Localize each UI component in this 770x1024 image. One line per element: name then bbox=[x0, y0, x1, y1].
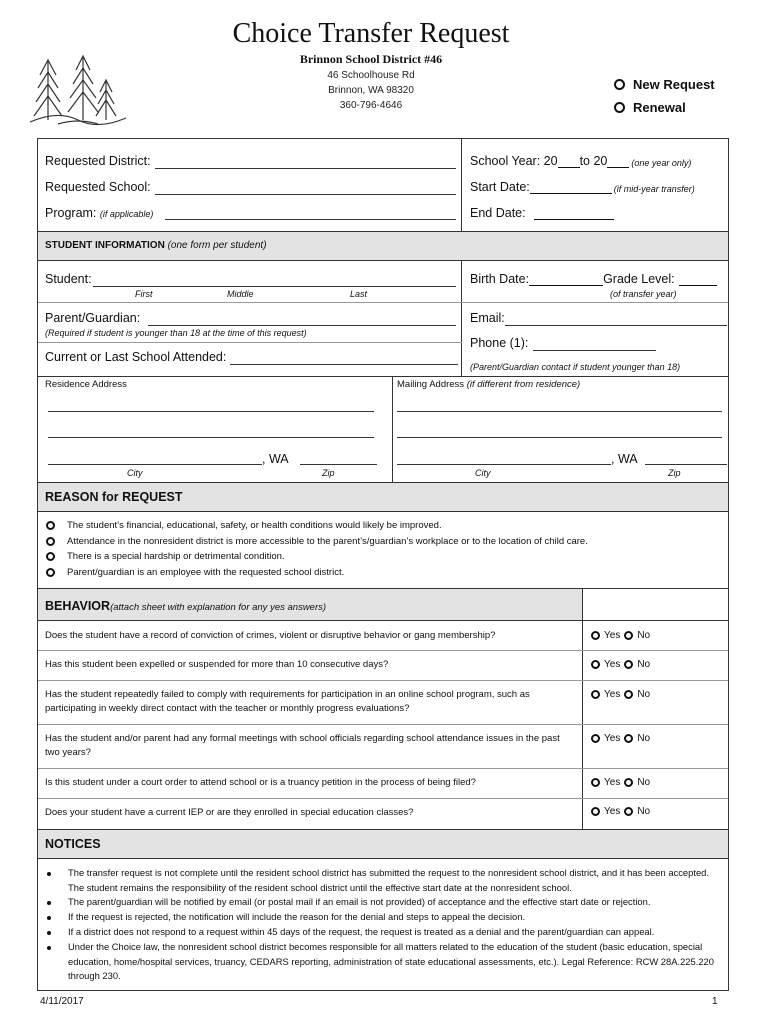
behavior-band-bottom bbox=[582, 620, 728, 621]
residence-line2-field[interactable] bbox=[48, 437, 374, 438]
birth-date-field[interactable] bbox=[529, 273, 603, 286]
phone-field[interactable] bbox=[533, 350, 656, 351]
no-radio-icon[interactable] bbox=[624, 778, 633, 787]
yes-label: Yes bbox=[604, 659, 621, 670]
reason-text: Attendance in the nonresident district is more accessible to the parent’s/guardian’s workplace or to the location of child care. bbox=[67, 536, 588, 547]
no-radio-icon[interactable] bbox=[624, 660, 633, 669]
student-name-field[interactable] bbox=[93, 286, 456, 287]
notice-item: If a district does not respond to a request within 45 days of the request, the request is treated as a denial and the parent/guardian can appeal. bbox=[68, 926, 655, 937]
mailing-city-caption: City bbox=[475, 468, 491, 478]
row-divider bbox=[38, 302, 728, 303]
yes-radio-icon[interactable] bbox=[591, 778, 600, 787]
page-number: 1 bbox=[712, 996, 718, 1007]
bullet-icon bbox=[47, 916, 51, 920]
yes-radio-icon[interactable] bbox=[591, 807, 600, 816]
no-label: No bbox=[637, 630, 651, 641]
grade-level-label: Grade Level: bbox=[603, 272, 675, 286]
mailing-state: , WA bbox=[611, 452, 638, 466]
parent-note: (Required if student is younger than 18 at the time of this request) bbox=[45, 328, 307, 338]
yes-label: Yes bbox=[604, 777, 621, 788]
contact-note: (Parent/Guardian contact if student younger than 18) bbox=[470, 362, 681, 372]
program-label-text: Program: bbox=[45, 206, 97, 220]
behavior-heading-note: (attach sheet with explanation for any yes answers) bbox=[110, 602, 327, 613]
no-label: No bbox=[637, 689, 651, 700]
email-field[interactable] bbox=[505, 325, 727, 326]
phone-label: Phone (1): bbox=[470, 336, 529, 350]
no-label: No bbox=[637, 659, 651, 670]
reason-item[interactable] bbox=[46, 567, 344, 578]
radio-renewal-icon[interactable] bbox=[614, 102, 625, 113]
requested-school-field[interactable] bbox=[155, 194, 456, 195]
current-school-field[interactable] bbox=[230, 364, 458, 365]
student-info-heading bbox=[45, 240, 267, 251]
new-request-label: New Request bbox=[633, 77, 715, 92]
behavior-heading bbox=[45, 597, 326, 615]
yes-no-group bbox=[591, 733, 650, 744]
footer-date: 4/11/2017 bbox=[40, 996, 84, 1007]
end-date-field[interactable] bbox=[534, 207, 614, 220]
start-date-note: (if mid-year transfer) bbox=[613, 184, 695, 194]
residence-state: , WA bbox=[262, 452, 289, 466]
yes-no-group bbox=[591, 689, 650, 700]
yes-no-group bbox=[591, 806, 650, 817]
student-label: Student: bbox=[45, 272, 92, 286]
reason-radio-icon[interactable] bbox=[46, 568, 55, 577]
mailing-city-field[interactable] bbox=[397, 464, 611, 465]
yes-radio-icon[interactable] bbox=[591, 690, 600, 699]
requested-district-field[interactable] bbox=[155, 168, 456, 169]
requested-district-label: Requested District: bbox=[45, 154, 151, 168]
school-year-row bbox=[470, 154, 691, 168]
residence-city-caption: City bbox=[127, 468, 143, 478]
district-address-line2: Brinnon, WA 98320 bbox=[328, 85, 414, 96]
bullet-icon bbox=[47, 872, 51, 876]
mailing-label-text: Mailing Address bbox=[397, 379, 465, 390]
yes-label: Yes bbox=[604, 630, 621, 641]
notice-item: The transfer request is not complete until the resident school district has submitted the request to the nonresident school district, and it has been accepted. The student remains the responsibility of the resident school district until the effective start date at the nonresident school. bbox=[68, 867, 709, 893]
notices-heading: NOTICES bbox=[45, 837, 101, 851]
behavior-question: Does the student have a record of conviction of crimes, violent or disruptive behavior or gang membership? bbox=[45, 630, 496, 641]
district-address-line1: 46 Schoolhouse Rd bbox=[327, 70, 415, 81]
address-divider-top bbox=[38, 376, 728, 377]
row-divider-left bbox=[38, 342, 462, 343]
renewal-option[interactable] bbox=[614, 100, 686, 115]
reason-heading: REASON for REQUEST bbox=[45, 490, 183, 504]
new-request-option[interactable] bbox=[614, 77, 715, 92]
parent-field[interactable] bbox=[148, 325, 456, 326]
end-date-label: End Date: bbox=[470, 206, 526, 220]
address-divider bbox=[392, 376, 393, 482]
yes-no-group bbox=[591, 659, 650, 670]
reason-text: The student’s financial, educational, safety, or health conditions would likely be improved. bbox=[67, 520, 442, 531]
mailing-label bbox=[397, 379, 580, 390]
behavior-row-divider bbox=[38, 724, 728, 725]
behavior-question: Has the student repeatedly failed to comply with requirements for participation in an online school program, such as participating in weekly direct contact with the teacher or monthly progress evaluations? bbox=[45, 689, 530, 714]
bullet-icon bbox=[47, 946, 51, 950]
reason-item[interactable] bbox=[46, 520, 442, 531]
reason-radio-icon[interactable] bbox=[46, 537, 55, 546]
grade-level-field[interactable] bbox=[679, 273, 717, 286]
behavior-band-top bbox=[582, 588, 728, 589]
program-field[interactable] bbox=[165, 219, 456, 220]
behavior-heading-text: BEHAVIOR bbox=[45, 599, 111, 613]
start-date-row bbox=[470, 180, 695, 194]
school-year-label: School Year: 20 bbox=[470, 154, 558, 168]
behavior-row-divider bbox=[38, 798, 728, 799]
residence-zip-field[interactable] bbox=[300, 464, 377, 465]
yes-no-group bbox=[591, 630, 650, 641]
district-phone: 360-796-4646 bbox=[339, 100, 403, 111]
notice-item: The parent/guardian will be notified by email (or postal mail if an email is not provided) of acceptance and the effective start date or rejection. bbox=[68, 896, 651, 907]
yes-label: Yes bbox=[604, 689, 621, 700]
program-note: (if applicable) bbox=[99, 209, 154, 219]
notice-item: If the request is rejected, the notification will include the reason for the denial and steps to appeal the decision. bbox=[68, 911, 526, 922]
yes-no-group bbox=[591, 777, 650, 788]
mailing-note: (if different from residence) bbox=[466, 379, 581, 390]
yes-radio-icon[interactable] bbox=[591, 660, 600, 669]
no-radio-icon[interactable] bbox=[624, 734, 633, 743]
district-logo-trees bbox=[28, 50, 128, 130]
reason-text: There is a special hardship or detrimental condition. bbox=[67, 551, 285, 562]
residence-city-field[interactable] bbox=[48, 464, 262, 465]
behavior-row-divider bbox=[38, 768, 728, 769]
renewal-label: Renewal bbox=[633, 100, 686, 115]
no-radio-icon[interactable] bbox=[624, 690, 633, 699]
residence-zip-caption: Zip bbox=[322, 468, 335, 478]
request-divider bbox=[461, 138, 462, 231]
reason-radio-icon[interactable] bbox=[46, 521, 55, 530]
student-info-divider bbox=[461, 261, 462, 376]
birth-grade-row bbox=[470, 272, 717, 286]
notices-band bbox=[38, 829, 728, 859]
bullet-icon bbox=[47, 901, 51, 905]
no-radio-icon[interactable] bbox=[624, 807, 633, 816]
reason-text: Parent/guardian is an employee with the requested school district. bbox=[67, 567, 345, 578]
form-border bbox=[37, 138, 729, 991]
no-label: No bbox=[637, 777, 651, 788]
behavior-divider bbox=[582, 588, 583, 829]
bullet-icon bbox=[47, 931, 51, 935]
behavior-row-divider bbox=[38, 650, 728, 651]
reason-item[interactable] bbox=[46, 536, 588, 547]
no-radio-icon[interactable] bbox=[624, 631, 633, 640]
page-title: Choice Transfer Request bbox=[232, 18, 510, 49]
middle-name-caption: Middle bbox=[227, 289, 254, 299]
yes-radio-icon[interactable] bbox=[591, 631, 600, 640]
residence-label: Residence Address bbox=[45, 379, 127, 390]
mailing-zip-caption: Zip bbox=[668, 468, 681, 478]
student-info-heading-text: STUDENT INFORMATION bbox=[45, 240, 165, 251]
no-label: No bbox=[637, 733, 651, 744]
parent-label: Parent/Guardian: bbox=[45, 311, 141, 325]
school-year-end-field[interactable] bbox=[607, 155, 629, 168]
mailing-zip-field[interactable] bbox=[645, 464, 727, 465]
residence-line1-field[interactable] bbox=[48, 411, 374, 412]
notice-item: Under the Choice law, the nonresident school district becomes responsible for all matters related to the education of the student (basic education, special education, home/hospital services, truancy, CEDARS reporting, administration of state educational assessments, etc.). Legal Reference: RCW 28A.225.220 through 230. bbox=[68, 941, 714, 982]
behavior-question: Is this student under a court order to attend school or is a truancy petition in the process of being filed? bbox=[45, 777, 476, 788]
school-year-to-label: to 20 bbox=[579, 154, 608, 168]
school-year-start-field[interactable] bbox=[558, 155, 580, 168]
requested-school-label: Requested School: bbox=[45, 180, 151, 194]
yes-label: Yes bbox=[604, 733, 621, 744]
reason-item[interactable] bbox=[46, 551, 285, 562]
current-school-label: Current or Last School Attended: bbox=[45, 350, 227, 364]
start-date-label: Start Date: bbox=[470, 180, 530, 194]
start-date-field[interactable] bbox=[530, 181, 612, 194]
yes-label: Yes bbox=[604, 806, 621, 817]
program-label bbox=[45, 206, 153, 220]
district-name: Brinnon School District #46 bbox=[299, 52, 443, 66]
grade-note: (of transfer year) bbox=[610, 289, 677, 299]
reason-radio-icon[interactable] bbox=[46, 552, 55, 561]
behavior-row-divider bbox=[38, 680, 728, 681]
yes-radio-icon[interactable] bbox=[591, 734, 600, 743]
mailing-line2-field[interactable] bbox=[397, 437, 722, 438]
behavior-question: Does your student have a current IEP or are they enrolled in special education classes? bbox=[45, 807, 414, 818]
first-name-caption: First bbox=[135, 289, 153, 299]
no-label: No bbox=[637, 806, 651, 817]
last-name-caption: Last bbox=[350, 289, 368, 299]
school-year-note: (one year only) bbox=[631, 158, 692, 168]
behavior-question: Has the student and/or parent had any formal meetings with school officials regarding school attendance issues in the past two years? bbox=[45, 733, 560, 758]
end-date-row bbox=[470, 206, 614, 220]
mailing-line1-field[interactable] bbox=[397, 411, 722, 412]
behavior-question: Has this student been expelled or suspended for more than 10 consecutive days? bbox=[45, 659, 389, 670]
birth-date-label: Birth Date: bbox=[470, 272, 530, 286]
email-label: Email: bbox=[470, 311, 505, 325]
student-info-heading-note: (one form per student) bbox=[167, 240, 267, 251]
radio-new-request-icon[interactable] bbox=[614, 79, 625, 90]
